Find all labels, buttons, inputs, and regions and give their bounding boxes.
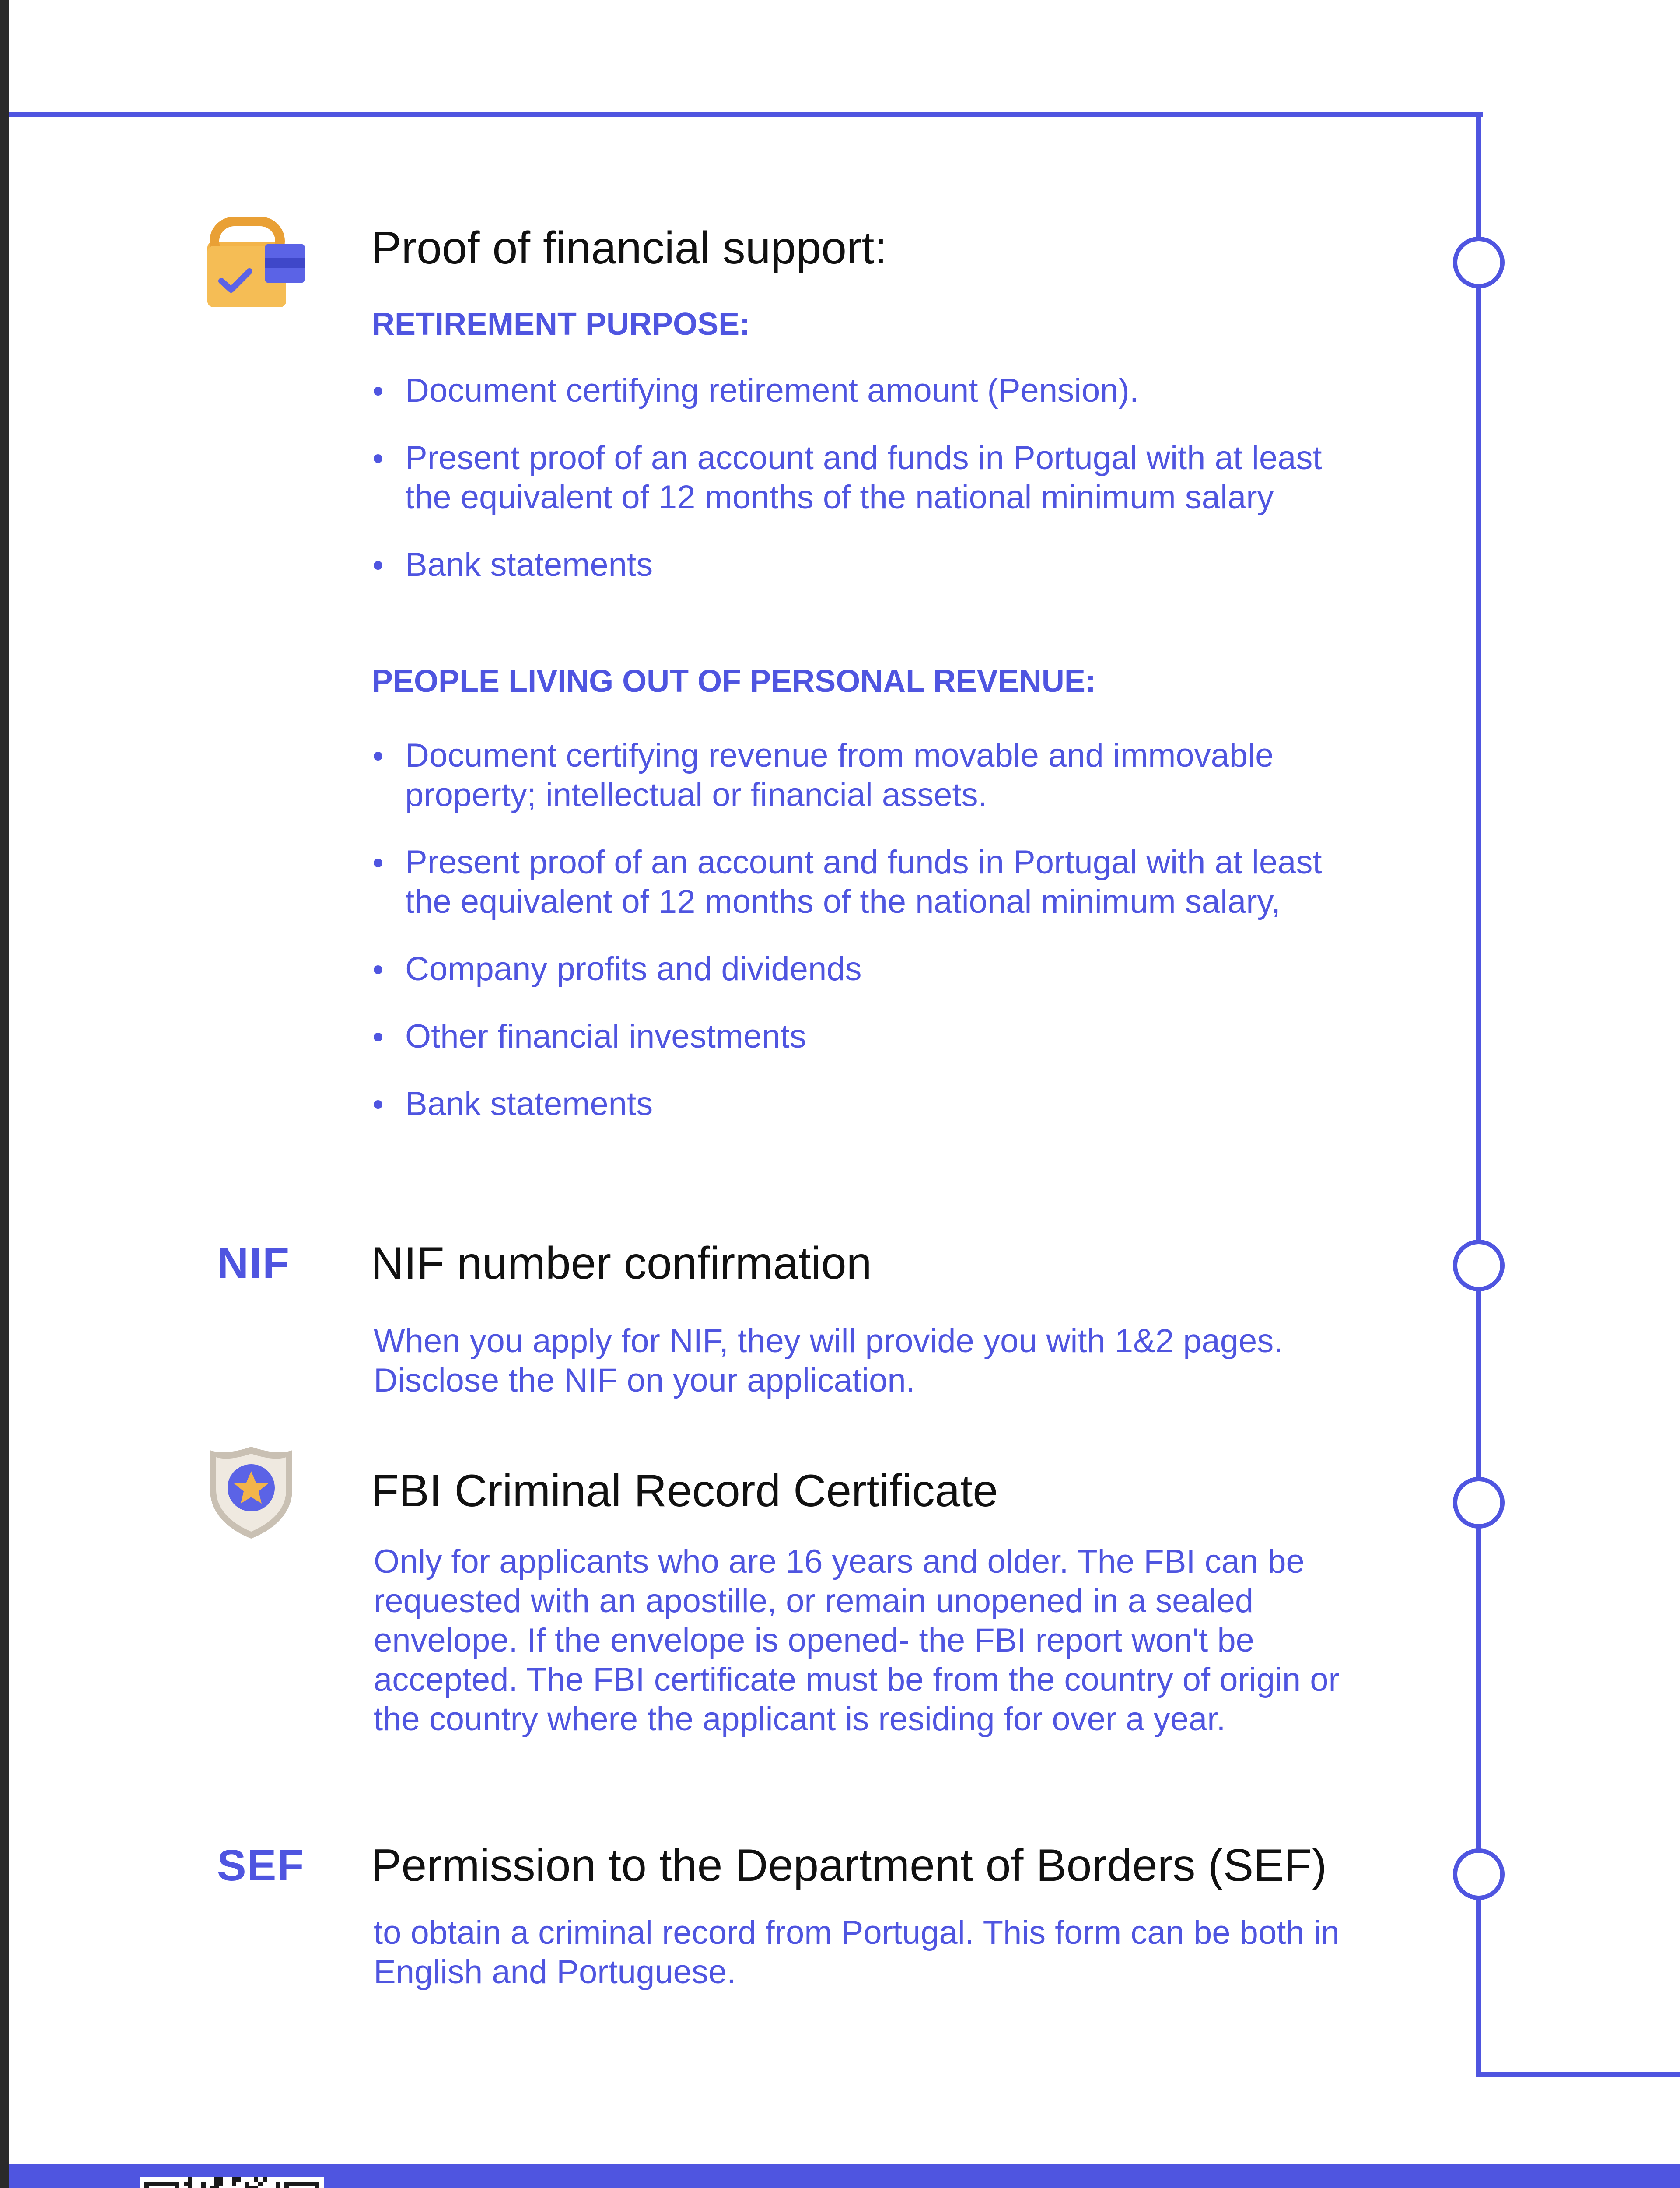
download-banner <box>9 2164 1680 2188</box>
list-item: Present proof of an account and funds in Portugal with at least the equivalent of 12 months of the national minimum salary <box>371 438 1355 517</box>
financial-support-heading: Proof of financial support: <box>371 223 887 274</box>
timeline-node-fbi <box>1453 1477 1505 1529</box>
timeline-node-financial <box>1453 237 1505 288</box>
retirement-purpose-list <box>371 371 1355 613</box>
window-left-edge <box>0 0 9 2188</box>
list-item: Document certifying retirement amount (Pension). <box>371 371 1355 410</box>
wallet-icon <box>204 215 306 312</box>
timeline-frame-top <box>9 112 1483 117</box>
timeline-frame-line <box>1476 112 1481 2077</box>
list-item: Other financial investments <box>371 1017 1355 1056</box>
list-item: Bank statements <box>371 1084 1355 1124</box>
sef-heading: Permission to the Department of Borders (SEF) <box>371 1840 1327 1891</box>
timeline-node-sef <box>1453 1848 1505 1900</box>
sef-code-label: SEF <box>217 1841 305 1890</box>
timeline-node-nif <box>1453 1240 1505 1291</box>
fbi-description: Only for applicants who are 16 years and older. The FBI can be requested with an apostille, or remain unopened in a sealed envelope. If the envelope is opened- the FBI report won't be accepted. The FBI certificate must be from the country of origin or the country where the applicant is residing for over a year. <box>374 1543 1340 1738</box>
sef-description: to obtain a criminal record from Portugal. This form can be both in English and Portuguese. <box>374 1914 1340 1991</box>
nif-description: When you apply for NIF, they will provide you with 1&2 pages. Disclose the NIF on your application. <box>374 1322 1283 1399</box>
fbi-heading: FBI Criminal Record Certificate <box>371 1466 998 1516</box>
list-item: Document certifying revenue from movable and immovable property; intellectual or financial assets. <box>371 736 1355 815</box>
nif-heading: NIF number confirmation <box>371 1238 872 1289</box>
timeline-frame-bottom <box>1476 2072 1680 2077</box>
shield-star-icon <box>207 1444 295 1541</box>
retirement-purpose-label: RETIREMENT PURPOSE: <box>372 307 750 342</box>
list-item: Present proof of an account and funds in Portugal with at least the equivalent of 12 months of the national minimum salary, <box>371 843 1355 922</box>
nif-code-label: NIF <box>217 1239 290 1288</box>
personal-revenue-label: PEOPLE LIVING OUT OF PERSONAL REVENUE: <box>372 664 1096 699</box>
list-item: Company profits and dividends <box>371 950 1355 989</box>
personal-revenue-list <box>371 736 1355 1152</box>
list-item: Bank statements <box>371 545 1355 585</box>
qr-code[interactable] <box>140 2177 324 2188</box>
